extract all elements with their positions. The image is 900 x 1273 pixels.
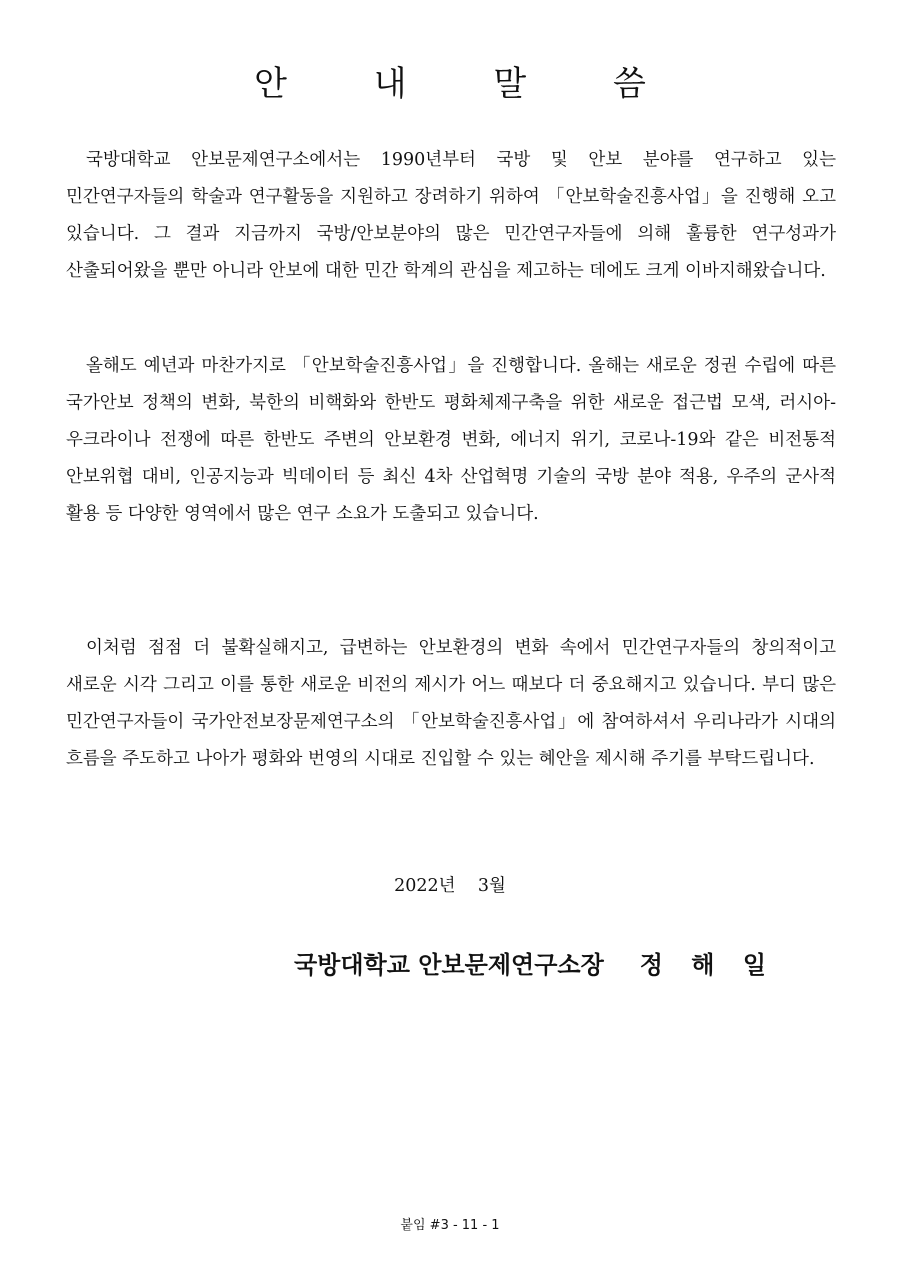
paragraph-intro: 국방대학교 안보문제연구소에서는 1990년부터 국방 및 안보 분야를 연구하고 있는 민간연구자들의 학술과 연구활동을 지원하고 장려하기 위하여 「안보학술진흥사업」을 진행해 오고 있습니다. 그 결과 지금까지 국방/안보분야의 많은 민간연구자들에 의해 훌륭한 연구성과가 산출되어왔을 뿐만 아니라 안보에 대한 민간 학계의 관심을 제고하는 데에도 크게 이바지해왔습니다. bbox=[66, 150, 836, 281]
document-date: 2022년 3월 bbox=[394, 876, 506, 896]
signature-organization: 국방대학교 안보문제연구소장 bbox=[294, 950, 604, 979]
signature-name: 정 해 일 bbox=[639, 950, 777, 979]
document-title: 안 내 말 씀 bbox=[254, 64, 684, 104]
signature-block bbox=[294, 945, 776, 980]
page-footer: 붙임 #3 - 11 - 1 bbox=[400, 1218, 500, 1233]
paragraph-this-year: 올해도 예년과 마찬가지로 「안보학술진흥사업」을 진행합니다. 올해는 새로운 정권 수립에 따른 국가안보 정책의 변화, 북한의 비핵화와 한반도 평화체제구축을 위한 새로운 접근법 모색, 러시아-우크라이나 전쟁에 따른 한반도 주변의 안보환경 변화, 에너지 위기, 코로나-19와 같은 비전통적 안보위협 대비, 인공지능과 빅데이터 등 최신 4차 산업혁명 기술의 국방 분야 적용, 우주의 군사적 활용 등 다양한 영역에서 많은 연구 소요가 도출되고 있습니다. bbox=[66, 356, 836, 524]
paragraph-request: 이처럼 점점 더 불확실해지고, 급변하는 안보환경의 변화 속에서 민간연구자들의 창의적이고 새로운 시각 그리고 이를 통한 새로운 비전의 제시가 어느 때보다 더 중요해지고 있습니다. 부디 많은 민간연구자들이 국가안전보장문제연구소의 「안보학술진흥사업」에 참여하셔서 우리나라가 시대의 흐름을 주도하고 나아가 평화와 번영의 시대로 진입할 수 있는 혜안을 제시해 주기를 부탁드립니다. bbox=[66, 638, 836, 769]
